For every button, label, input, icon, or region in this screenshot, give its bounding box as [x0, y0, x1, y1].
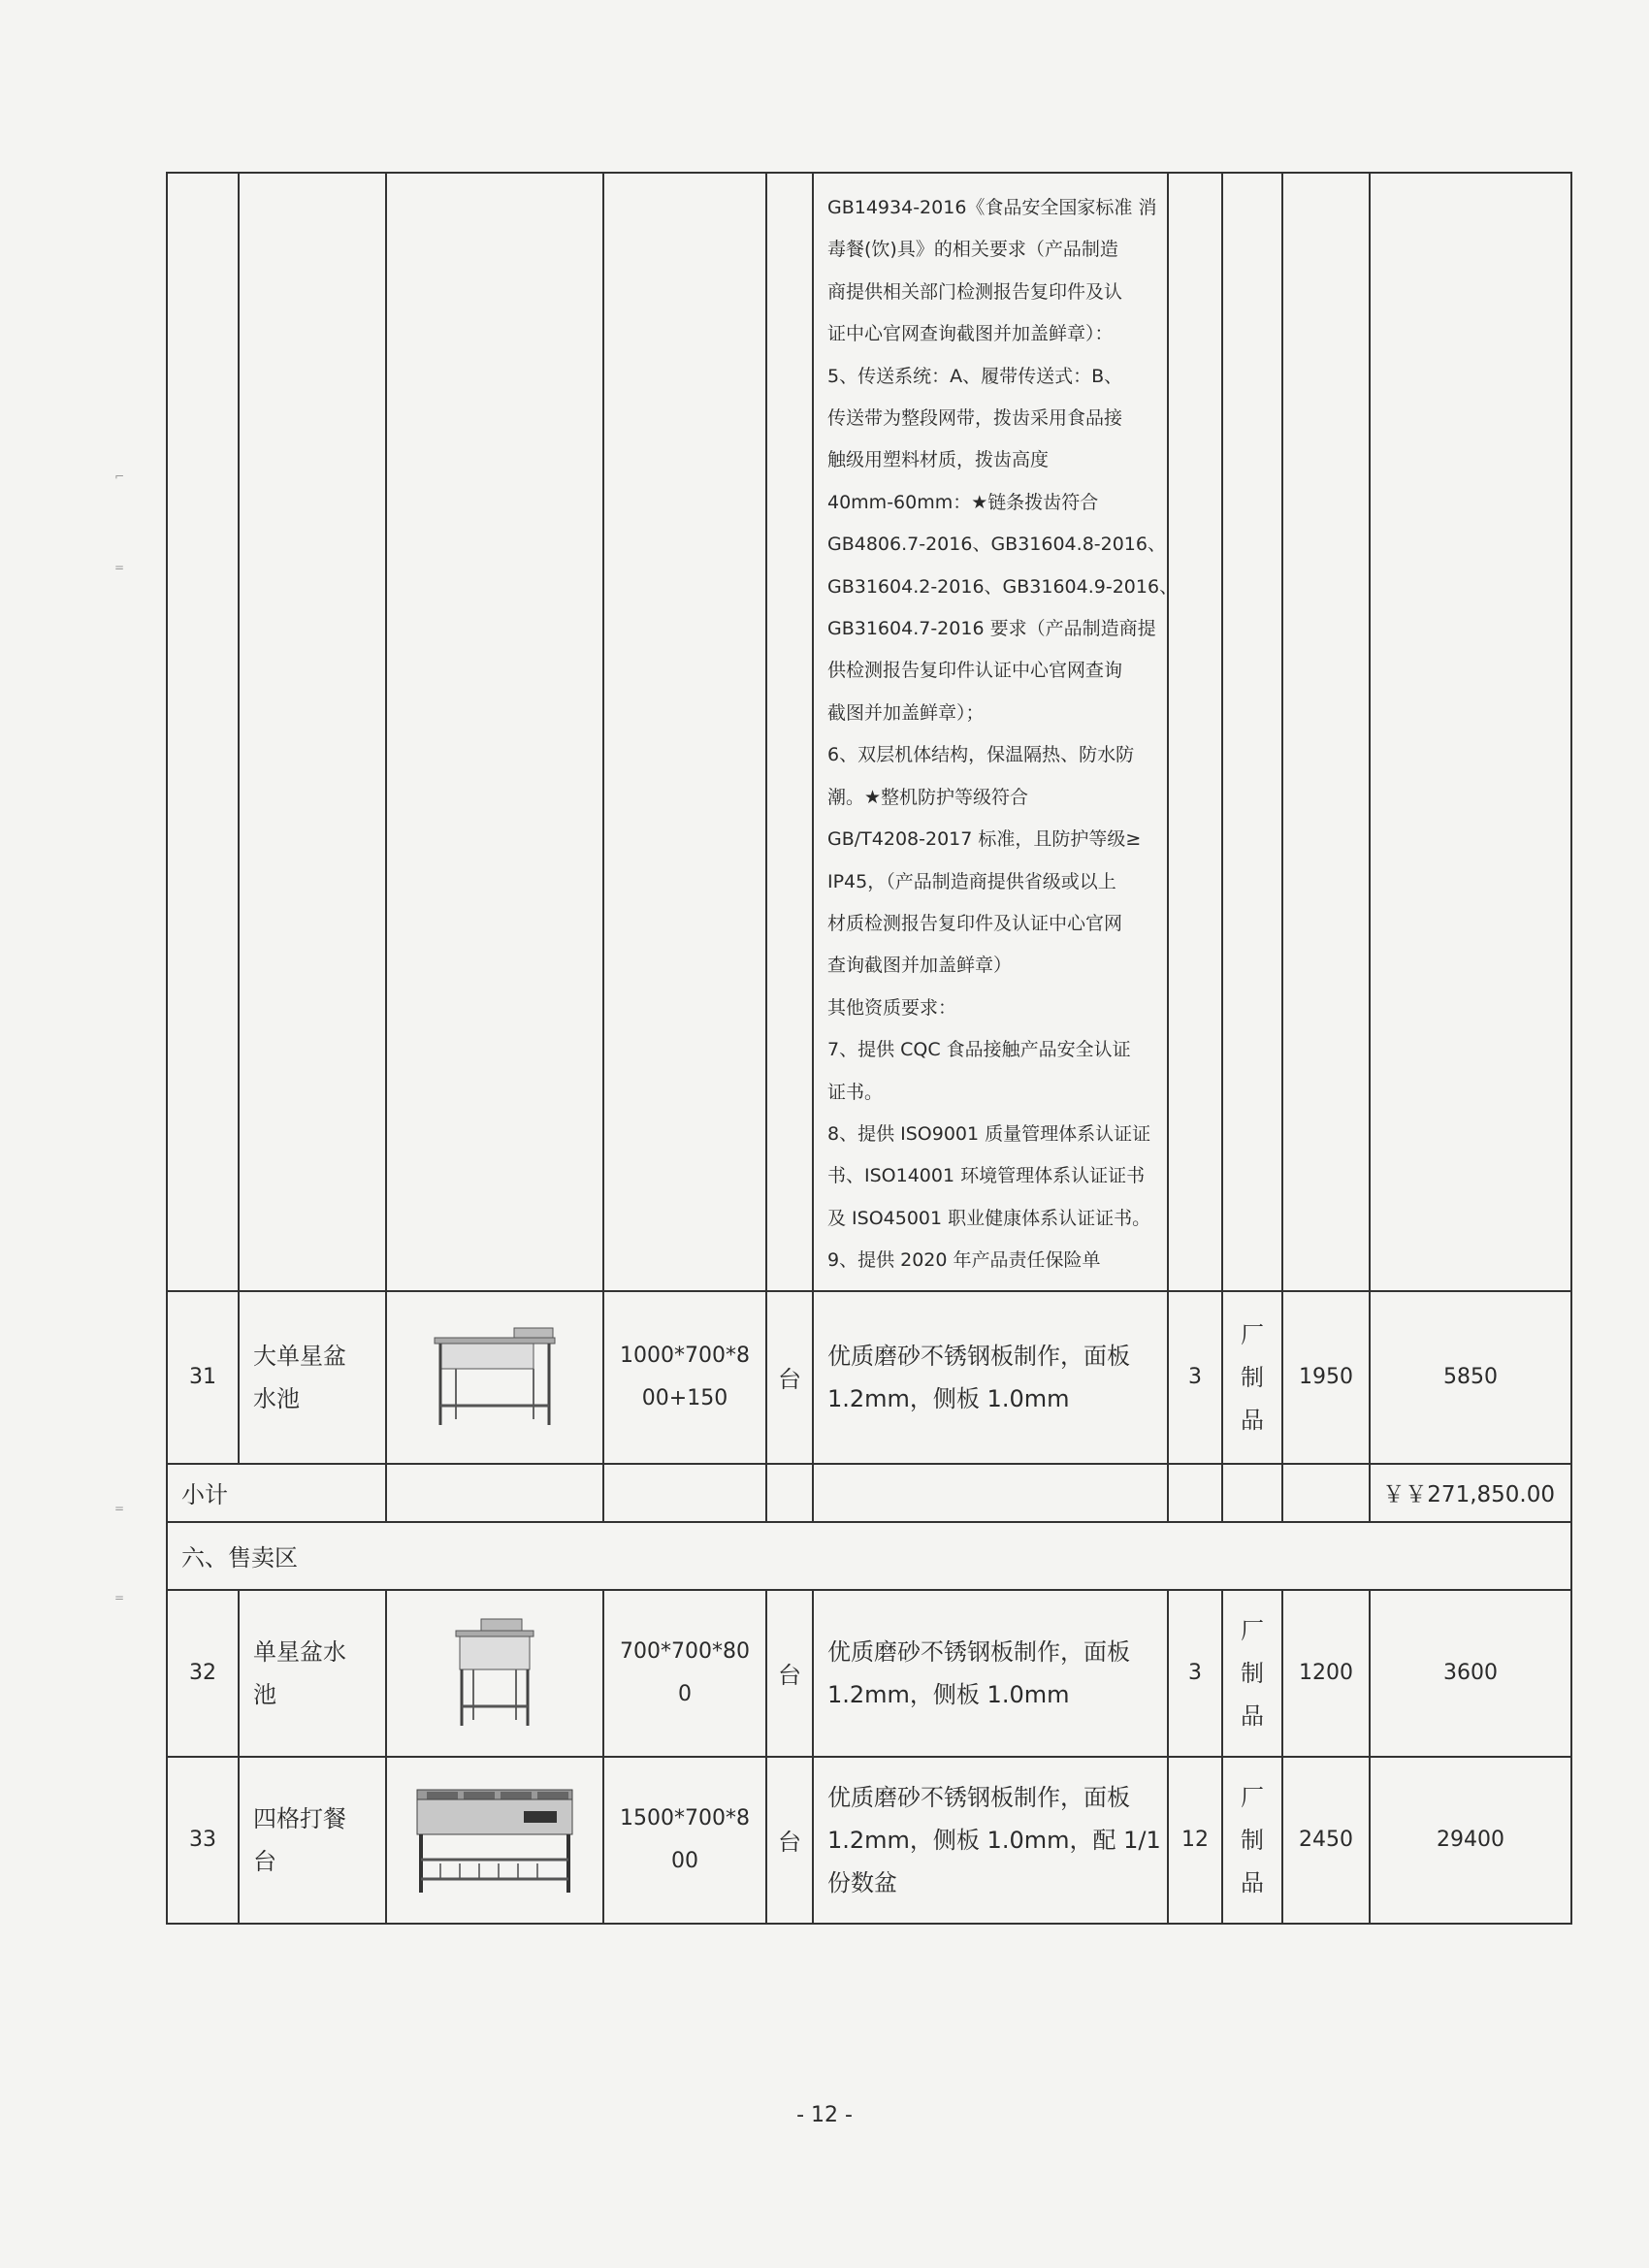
table-row-subtotal — [167, 1464, 1571, 1522]
item-spec-line: 优质磨砂不锈钢板制作，面板 — [827, 1342, 1130, 1370]
item-number: 31 — [167, 1291, 239, 1464]
item-spec — [813, 1291, 1168, 1464]
item-size-line: 1500*700*8 — [620, 1805, 750, 1831]
item-brand-line: 品 — [1241, 1868, 1264, 1896]
item-unit: 台 — [766, 1291, 813, 1464]
item-brand-line: 厂 — [1241, 1320, 1264, 1348]
cell-empty — [1282, 173, 1370, 1291]
item-name-line: 水池 — [253, 1384, 300, 1412]
item-size — [603, 1590, 766, 1757]
cell-empty — [1222, 1464, 1282, 1522]
item-size-line: 700*700*80 — [620, 1638, 750, 1664]
item-brand-line: 厂 — [1241, 1783, 1264, 1811]
item-unit-price: 1200 — [1282, 1590, 1370, 1757]
item-brand — [1222, 1757, 1282, 1924]
cell-empty — [1222, 173, 1282, 1291]
spec-line: GB4806.7-2016、GB31604.8-2016、 — [827, 534, 1166, 556]
item-brand-line: 制 — [1241, 1826, 1264, 1854]
spec-line: 及 ISO45001 职业健康体系认证证书。 — [827, 1207, 1151, 1229]
spec-line: 供检测报告复印件认证中心官网查询 — [827, 660, 1123, 682]
item-brand-line: 品 — [1241, 1406, 1264, 1434]
item-quantity: 12 — [1168, 1757, 1222, 1924]
table-row-item-32 — [167, 1590, 1571, 1757]
item-image — [386, 1291, 603, 1464]
item-size — [603, 1757, 766, 1924]
item-spec — [813, 1590, 1168, 1757]
item-name-line: 单星盆水 — [253, 1637, 346, 1666]
spec-line: 40mm-60mm：★链条拨齿符合 — [827, 491, 1099, 513]
cell-empty — [766, 173, 813, 1291]
spec-line: 书、ISO14001 环境管理体系认证证书 — [827, 1165, 1146, 1187]
item-size-line: 00 — [671, 1848, 698, 1873]
spec-line: 证书。 — [827, 1081, 884, 1103]
item-brand-line: 制 — [1241, 1363, 1264, 1391]
cell-empty — [1168, 1464, 1222, 1522]
page-number: - 12 - — [796, 2103, 853, 2127]
item-unit-price: 2450 — [1282, 1757, 1370, 1924]
spec-line: 5、传送系统：A、履带传送式：B、 — [827, 365, 1123, 387]
scan-mark: ⌐ — [114, 470, 125, 483]
four-well-serving-counter-icon — [407, 1782, 582, 1898]
item-name — [239, 1291, 386, 1464]
spec-line: GB/T4208-2017 标准，且防护等级≥ — [827, 828, 1142, 851]
item-unit: 台 — [766, 1757, 813, 1924]
cell-empty — [1370, 173, 1571, 1291]
spec-line: GB31604.7-2016 要求（产品制造商提 — [827, 618, 1156, 640]
item-spec-line: 份数盆 — [827, 1868, 897, 1896]
cell-empty — [603, 1464, 766, 1522]
cell-empty — [813, 1464, 1168, 1522]
item-name — [239, 1590, 386, 1757]
spec-line: 其他资质要求： — [827, 996, 957, 1019]
spec-line: 材质检测报告复印件及认证中心官网 — [827, 912, 1123, 934]
spec-cell-continued — [813, 173, 1179, 1291]
item-unit: 台 — [766, 1590, 813, 1757]
section-title: 六、售卖区 — [167, 1522, 1571, 1590]
item-spec-line: 1.2mm，侧板 1.0mm — [827, 1384, 1070, 1412]
scan-mark: = — [114, 561, 125, 574]
spec-line: 9、提供 2020 年产品责任保险单 — [827, 1249, 1101, 1272]
spec-line: IP45，（产品制造商提供省级或以上 — [827, 870, 1116, 892]
cell-empty — [239, 173, 386, 1291]
item-size-line: 00+150 — [641, 1385, 728, 1410]
item-number: 32 — [167, 1590, 239, 1757]
single-sink-large-icon — [427, 1324, 563, 1431]
cell-empty — [167, 173, 239, 1291]
item-image — [386, 1590, 603, 1757]
spec-line: 证中心官网查询截图并加盖鲜章）： — [827, 323, 1114, 345]
item-spec-line: 1.2mm，侧板 1.0mm — [827, 1680, 1070, 1708]
item-unit-price: 1950 — [1282, 1291, 1370, 1464]
equipment-spec-table — [166, 172, 1572, 1925]
scan-mark: = — [114, 1591, 125, 1604]
spec-line: GB14934-2016《食品安全国家标准 消 — [827, 197, 1157, 218]
item-name-line: 大单星盆 — [253, 1342, 346, 1370]
item-spec-line: 优质磨砂不锈钢板制作，面板 — [827, 1637, 1130, 1666]
item-size-line: 1000*700*8 — [620, 1343, 750, 1368]
spec-line: 潮。★整机防护等级符合 — [827, 786, 1029, 808]
spec-line: GB31604.2-2016、GB31604.9-2016、 — [827, 575, 1179, 598]
item-name-line: 池 — [253, 1680, 276, 1708]
spec-line: 商提供相关部门检测报告复印件及认 — [827, 280, 1123, 303]
spec-line: 截图并加盖鲜章）； — [827, 701, 985, 724]
item-brand-line: 品 — [1241, 1701, 1264, 1730]
cell-empty — [386, 173, 603, 1291]
spec-line: 8、提供 ISO9001 质量管理体系认证证 — [827, 1122, 1151, 1145]
single-sink-icon — [446, 1615, 543, 1732]
scan-mark: = — [114, 1502, 125, 1515]
item-number: 33 — [167, 1757, 239, 1924]
subtotal-label: 小计 — [167, 1464, 386, 1522]
cell-empty — [603, 173, 766, 1291]
spec-line: 6、双层机体结构，保温隔热、防水防 — [827, 744, 1135, 766]
spec-line: 传送带为整段网带，拨齿采用食品接 — [827, 407, 1123, 430]
item-name-line: 台 — [253, 1847, 276, 1875]
item-brand-line: 制 — [1241, 1659, 1264, 1687]
table-row-item-33 — [167, 1757, 1571, 1924]
subtotal-value: ￥￥271,850.00 — [1370, 1464, 1571, 1522]
table-row-section — [167, 1522, 1571, 1590]
item-name — [239, 1757, 386, 1924]
table-row-item-31 — [167, 1291, 1571, 1464]
item-name-line: 四格打餐 — [253, 1804, 346, 1832]
table-row-continued — [167, 173, 1571, 1291]
item-spec-line: 1.2mm，侧板 1.0mm，配 1/1 — [827, 1826, 1161, 1854]
item-quantity: 3 — [1168, 1291, 1222, 1464]
item-spec-line: 优质磨砂不锈钢板制作，面板 — [827, 1783, 1130, 1811]
item-quantity: 3 — [1168, 1590, 1222, 1757]
spec-line: 7、提供 CQC 食品接触产品安全认证 — [827, 1039, 1131, 1061]
spec-line: 毒餐(饮)具》的相关要求（产品制造 — [827, 239, 1118, 261]
item-size — [603, 1291, 766, 1464]
item-brand — [1222, 1590, 1282, 1757]
cell-empty — [1282, 1464, 1370, 1522]
item-size-line: 0 — [678, 1681, 692, 1706]
item-total: 29400 — [1370, 1757, 1571, 1924]
item-total: 3600 — [1370, 1590, 1571, 1757]
spec-line: 触级用塑料材质，拨齿高度 — [827, 449, 1050, 471]
cell-empty — [386, 1464, 603, 1522]
cell-empty — [766, 1464, 813, 1522]
item-brand-line: 厂 — [1241, 1616, 1264, 1644]
item-total: 5850 — [1370, 1291, 1571, 1464]
item-brand — [1222, 1291, 1282, 1464]
item-image — [386, 1757, 603, 1924]
item-spec — [813, 1757, 1168, 1924]
spec-line: 查询截图并加盖鲜章） — [827, 955, 1013, 977]
cell-empty — [1168, 173, 1222, 1291]
